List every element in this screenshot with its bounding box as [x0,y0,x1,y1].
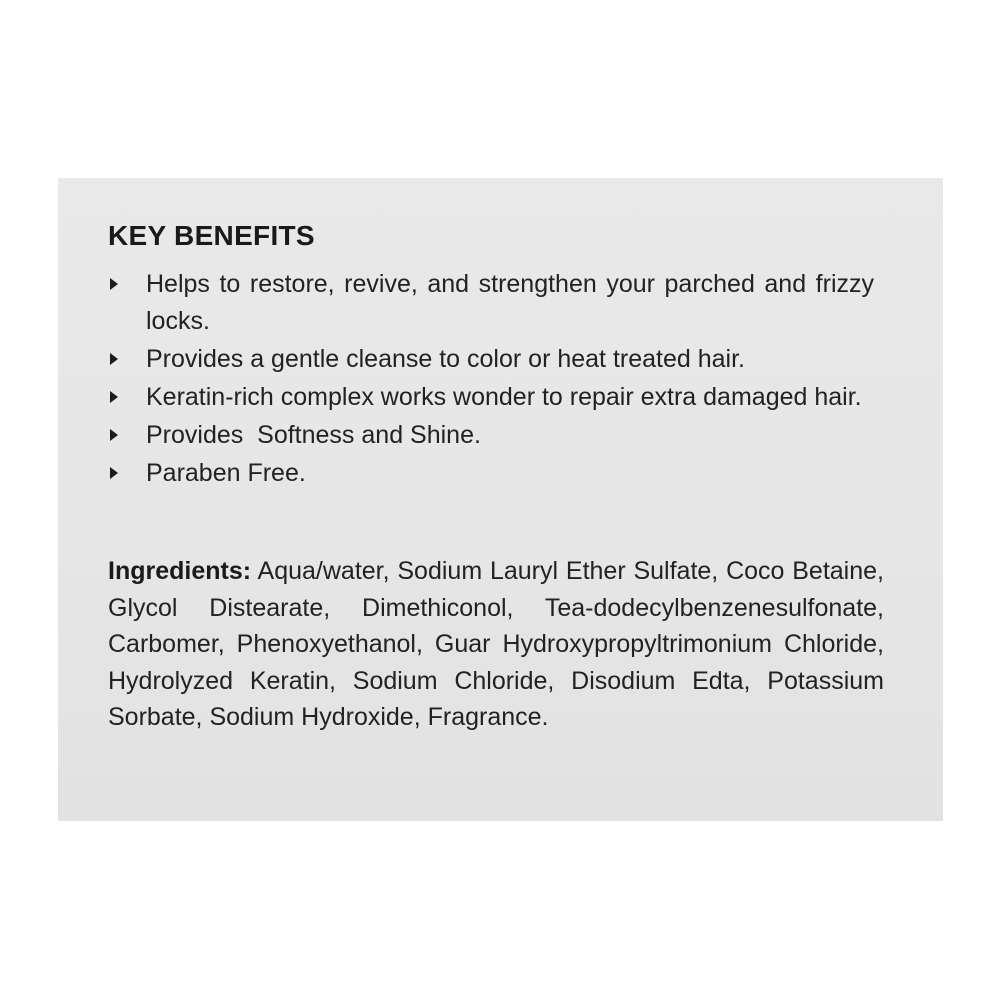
benefits-list [108,266,874,493]
benefit-text: Keratin-rich complex works wonder to repair extra damaged hair. [146,383,862,411]
benefit-item [108,379,874,416]
benefit-text: Provides Softness and Shine. [146,421,481,449]
benefit-text: Provides a gentle cleanse to color or heat treated hair. [146,345,745,373]
benefit-item [108,341,874,378]
benefit-item [108,455,874,492]
key-benefits-heading: KEY BENEFITS [108,220,315,251]
benefit-text: Paraben Free. [146,459,306,487]
ingredients-label: Ingredients: [108,557,252,585]
bullet-arrow-icon [110,391,118,403]
benefit-item [108,266,874,340]
benefit-text: Helps to restore, revive, and strengthen your parched and frizzy locks. [146,270,874,335]
bullet-arrow-icon [110,278,118,290]
ingredients-paragraph [108,553,884,736]
bullet-arrow-icon [110,429,118,441]
product-label-card [58,178,943,821]
ingredients-text: Aqua/water, Sodium Lauryl Ether Sulfate, Coco Betaine, Glycol Distearate, Dimethiconol, Tea-dodecylbenzenesulfonate, Carbomer, Phenoxyethanol, Guar Hydroxypropyltrimonium Chloride, Hydrolyzed Keratin, Sodium Chloride, Disodium Edta, Potassium Sorbate, Sodium Hydroxide, Fragrance. [108,557,884,731]
benefit-item [108,417,874,454]
bullet-arrow-icon [110,467,118,479]
bullet-arrow-icon [110,353,118,365]
